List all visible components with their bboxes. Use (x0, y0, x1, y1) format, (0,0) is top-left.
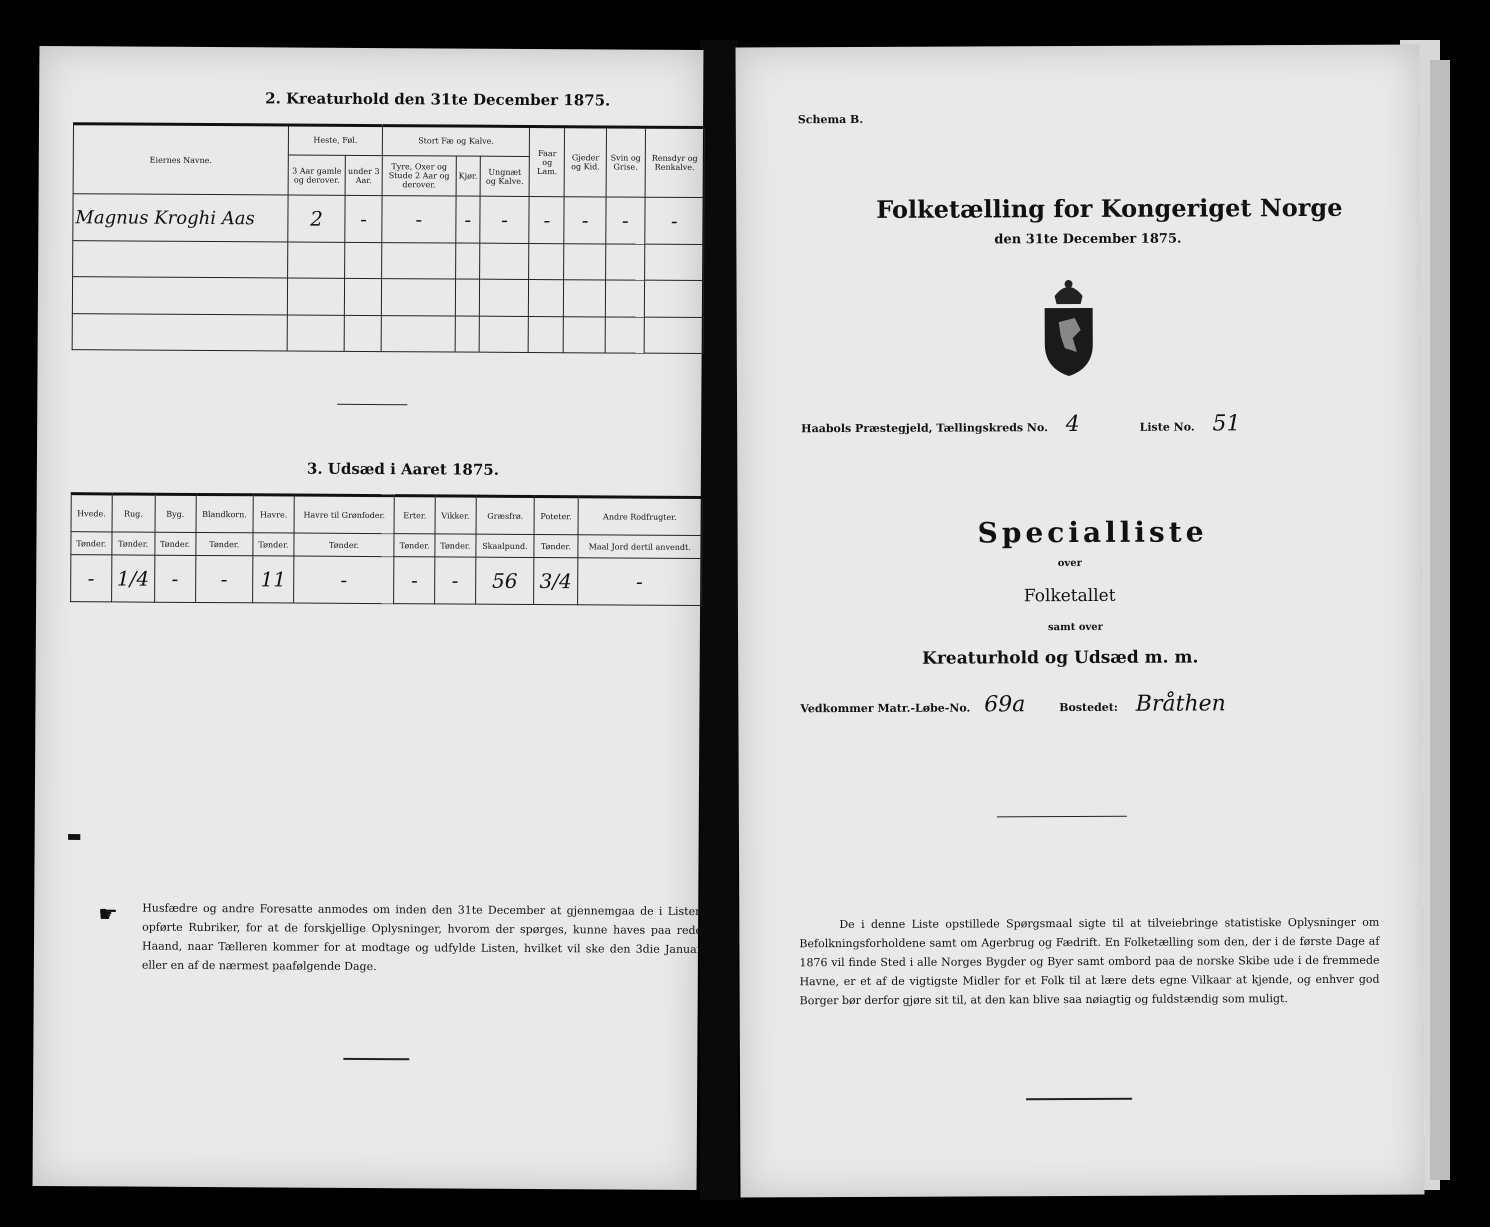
list-no: 51 (1212, 411, 1241, 437)
sowing-value: - (435, 557, 476, 604)
owner-name: Magnus Kroghi Aas (73, 194, 288, 242)
samt-over-text: samt over (1048, 621, 1103, 634)
owner-header: Eiernes Navne. (73, 124, 288, 196)
pigs-header: Svin og Grise. (606, 127, 645, 198)
sowing-value: - (154, 556, 195, 603)
sowing-col-unit: Maal Jord dertil anvendt. (577, 535, 702, 559)
bulls-header: Tyre, Oxer og Stude 2 Aar og derover. (382, 155, 456, 196)
table-row (71, 555, 702, 605)
right-page (735, 45, 1424, 1198)
sowing-col-unit: Tønder. (195, 533, 253, 557)
sowing-col-name: Erter. (394, 496, 435, 534)
page-stack-edge (1430, 60, 1450, 1180)
sowing-col-unit: Tønder. (155, 532, 196, 556)
matr-no: 69a (984, 692, 1026, 718)
horses-header: Heste, Føl. (288, 125, 382, 155)
cattle-header: Stort Fæ og Kalve. (382, 126, 530, 157)
bostedet-label: Bostedet: (1059, 700, 1118, 715)
horses-under3-value: - (345, 196, 382, 243)
table-row (73, 241, 704, 281)
left-page (33, 46, 704, 1190)
parish-label: Haabols Præstegjeld, Tællingskreds No. (801, 421, 1048, 436)
sowing-col-unit: Tønder. (71, 532, 112, 556)
sowing-col-name: Græsfrø. (476, 496, 535, 534)
sowing-col-name: Hvede. (71, 494, 112, 532)
sowing-col-name: Blandkorn. (196, 494, 254, 532)
horses-over3-header: 3 Aar gamle og derover. (288, 155, 345, 196)
kreaturhold-text: Kreaturhold og Udsæd m. m. (922, 647, 1199, 669)
page-subtitle: den 31te December 1875. (994, 231, 1182, 248)
pigs-value: - (606, 197, 645, 244)
cows-value: - (456, 196, 480, 243)
list-label: Liste No. (1139, 420, 1195, 434)
divider (343, 1058, 409, 1060)
table-row (73, 194, 704, 245)
sowing-value: - (71, 555, 112, 602)
reindeer-value: - (645, 198, 705, 245)
sowing-value: - (293, 556, 394, 603)
young-value: - (479, 197, 529, 244)
sheep-header: Faar og Lam. (530, 126, 565, 197)
book-spine (700, 40, 738, 1200)
sowing-value: 56 (475, 558, 534, 605)
notice-text: Husfædre og andre Foresatte anmodes om inden den 31te December at gjennemgaa de i Listen opførte Rubriker, for at de forskjellige Oplysninger, hvorom der spørges, kunne haves paa rede Haand, naar Tælleren kommer for at modtage og udfylde Listen, hvilket vil ske den 3die Januar eller en af de nærmest paafølgende Dage. (141, 901, 703, 974)
specialliste-title: Specialliste (977, 515, 1208, 550)
sowing-col-unit: Tønder. (253, 533, 294, 557)
sowing-col-name: Rug. (112, 494, 155, 532)
young-header: Ungnæt og Kalve. (480, 156, 530, 197)
bostedet-value: Bråthen (1135, 691, 1226, 717)
sowing-col-name: Havre til Grønfoder. (294, 495, 395, 534)
section3-title: 3. Udsæd i Aaret 1875. (306, 459, 500, 479)
parish-line (801, 411, 1240, 438)
info-paragraph: De i denne Liste opstillede Spørgsmaal sigte til at tilveiebringe statistiske Oplysninger om Befolkningsforholdene samt om Agerbrug og Fædrift. En Folketælling som den, der i de første Dage af 1876 vil finde Sted i alle Norges Bygder og Byer samt ombord paa de norske Skibe ude i de fremmede Havne, er et af de vigtigste Midler for et Folk til at lære dets egne Vilkaar at kjende, og enhver god Borger bør derfor gjøre sit til, at den kan blive saa nøiagtig og fuldstændig som muligt. (799, 915, 1380, 1008)
sheep-value: - (529, 197, 564, 244)
sowing-col-unit: Tønder. (435, 534, 476, 558)
sowing-value: - (195, 556, 253, 603)
cows-header: Kjør. (456, 156, 480, 197)
sowing-col-name: Havre. (253, 495, 294, 533)
horses-over3-value: 2 (288, 195, 345, 242)
sowing-col-name: Poteter. (534, 497, 577, 535)
matr-label: Vedkommer Matr.-Løbe-No. (800, 701, 971, 716)
sowing-col-name: Vikker. (435, 496, 476, 534)
sowing-col-unit: Tønder. (394, 534, 435, 558)
goats-header: Gjeder og Kid. (565, 127, 607, 198)
bulls-value: - (382, 196, 456, 243)
pointing-hand-icon: ☛ (98, 902, 118, 928)
sowing-col-unit: Tønder. (112, 532, 155, 556)
divider (337, 404, 407, 405)
goats-value: - (564, 197, 606, 244)
table-row (72, 277, 703, 317)
divider (1026, 1098, 1132, 1100)
sowing-value: 11 (253, 556, 294, 603)
matr-line (800, 691, 1226, 718)
district-no: 4 (1065, 411, 1080, 438)
sowing-value: - (577, 558, 702, 605)
page-title: Folketælling for Kongeriget Norge (876, 192, 1343, 224)
sowing-value: 3/4 (534, 558, 577, 605)
sowing-table (70, 492, 703, 606)
ink-mark-icon: ▬ (66, 826, 82, 846)
sowing-col-name: Byg. (155, 494, 196, 532)
sowing-value: 1/4 (111, 555, 154, 602)
reindeer-header: Rensdyr og Renkalve. (645, 127, 705, 198)
schema-label: Schema B. (797, 112, 864, 127)
over-text: over (1057, 557, 1082, 570)
sowing-col-unit: Tønder. (294, 533, 395, 557)
section2-title: 2. Kreaturhold den 31te December 1875. (265, 89, 611, 110)
sowing-col-unit: Tønder. (534, 535, 577, 559)
sowing-col-name: Andre Rodfrugter. (578, 497, 703, 536)
table-row (72, 313, 703, 353)
coat-of-arms-icon (1037, 278, 1101, 378)
horses-under3-header: under 3 Aar. (345, 155, 382, 196)
divider (997, 816, 1127, 818)
sowing-value: - (394, 557, 435, 604)
livestock-table (72, 122, 705, 354)
folketallet-text: Folketallet (1023, 585, 1116, 607)
sowing-col-unit: Skaalpund. (476, 534, 535, 558)
